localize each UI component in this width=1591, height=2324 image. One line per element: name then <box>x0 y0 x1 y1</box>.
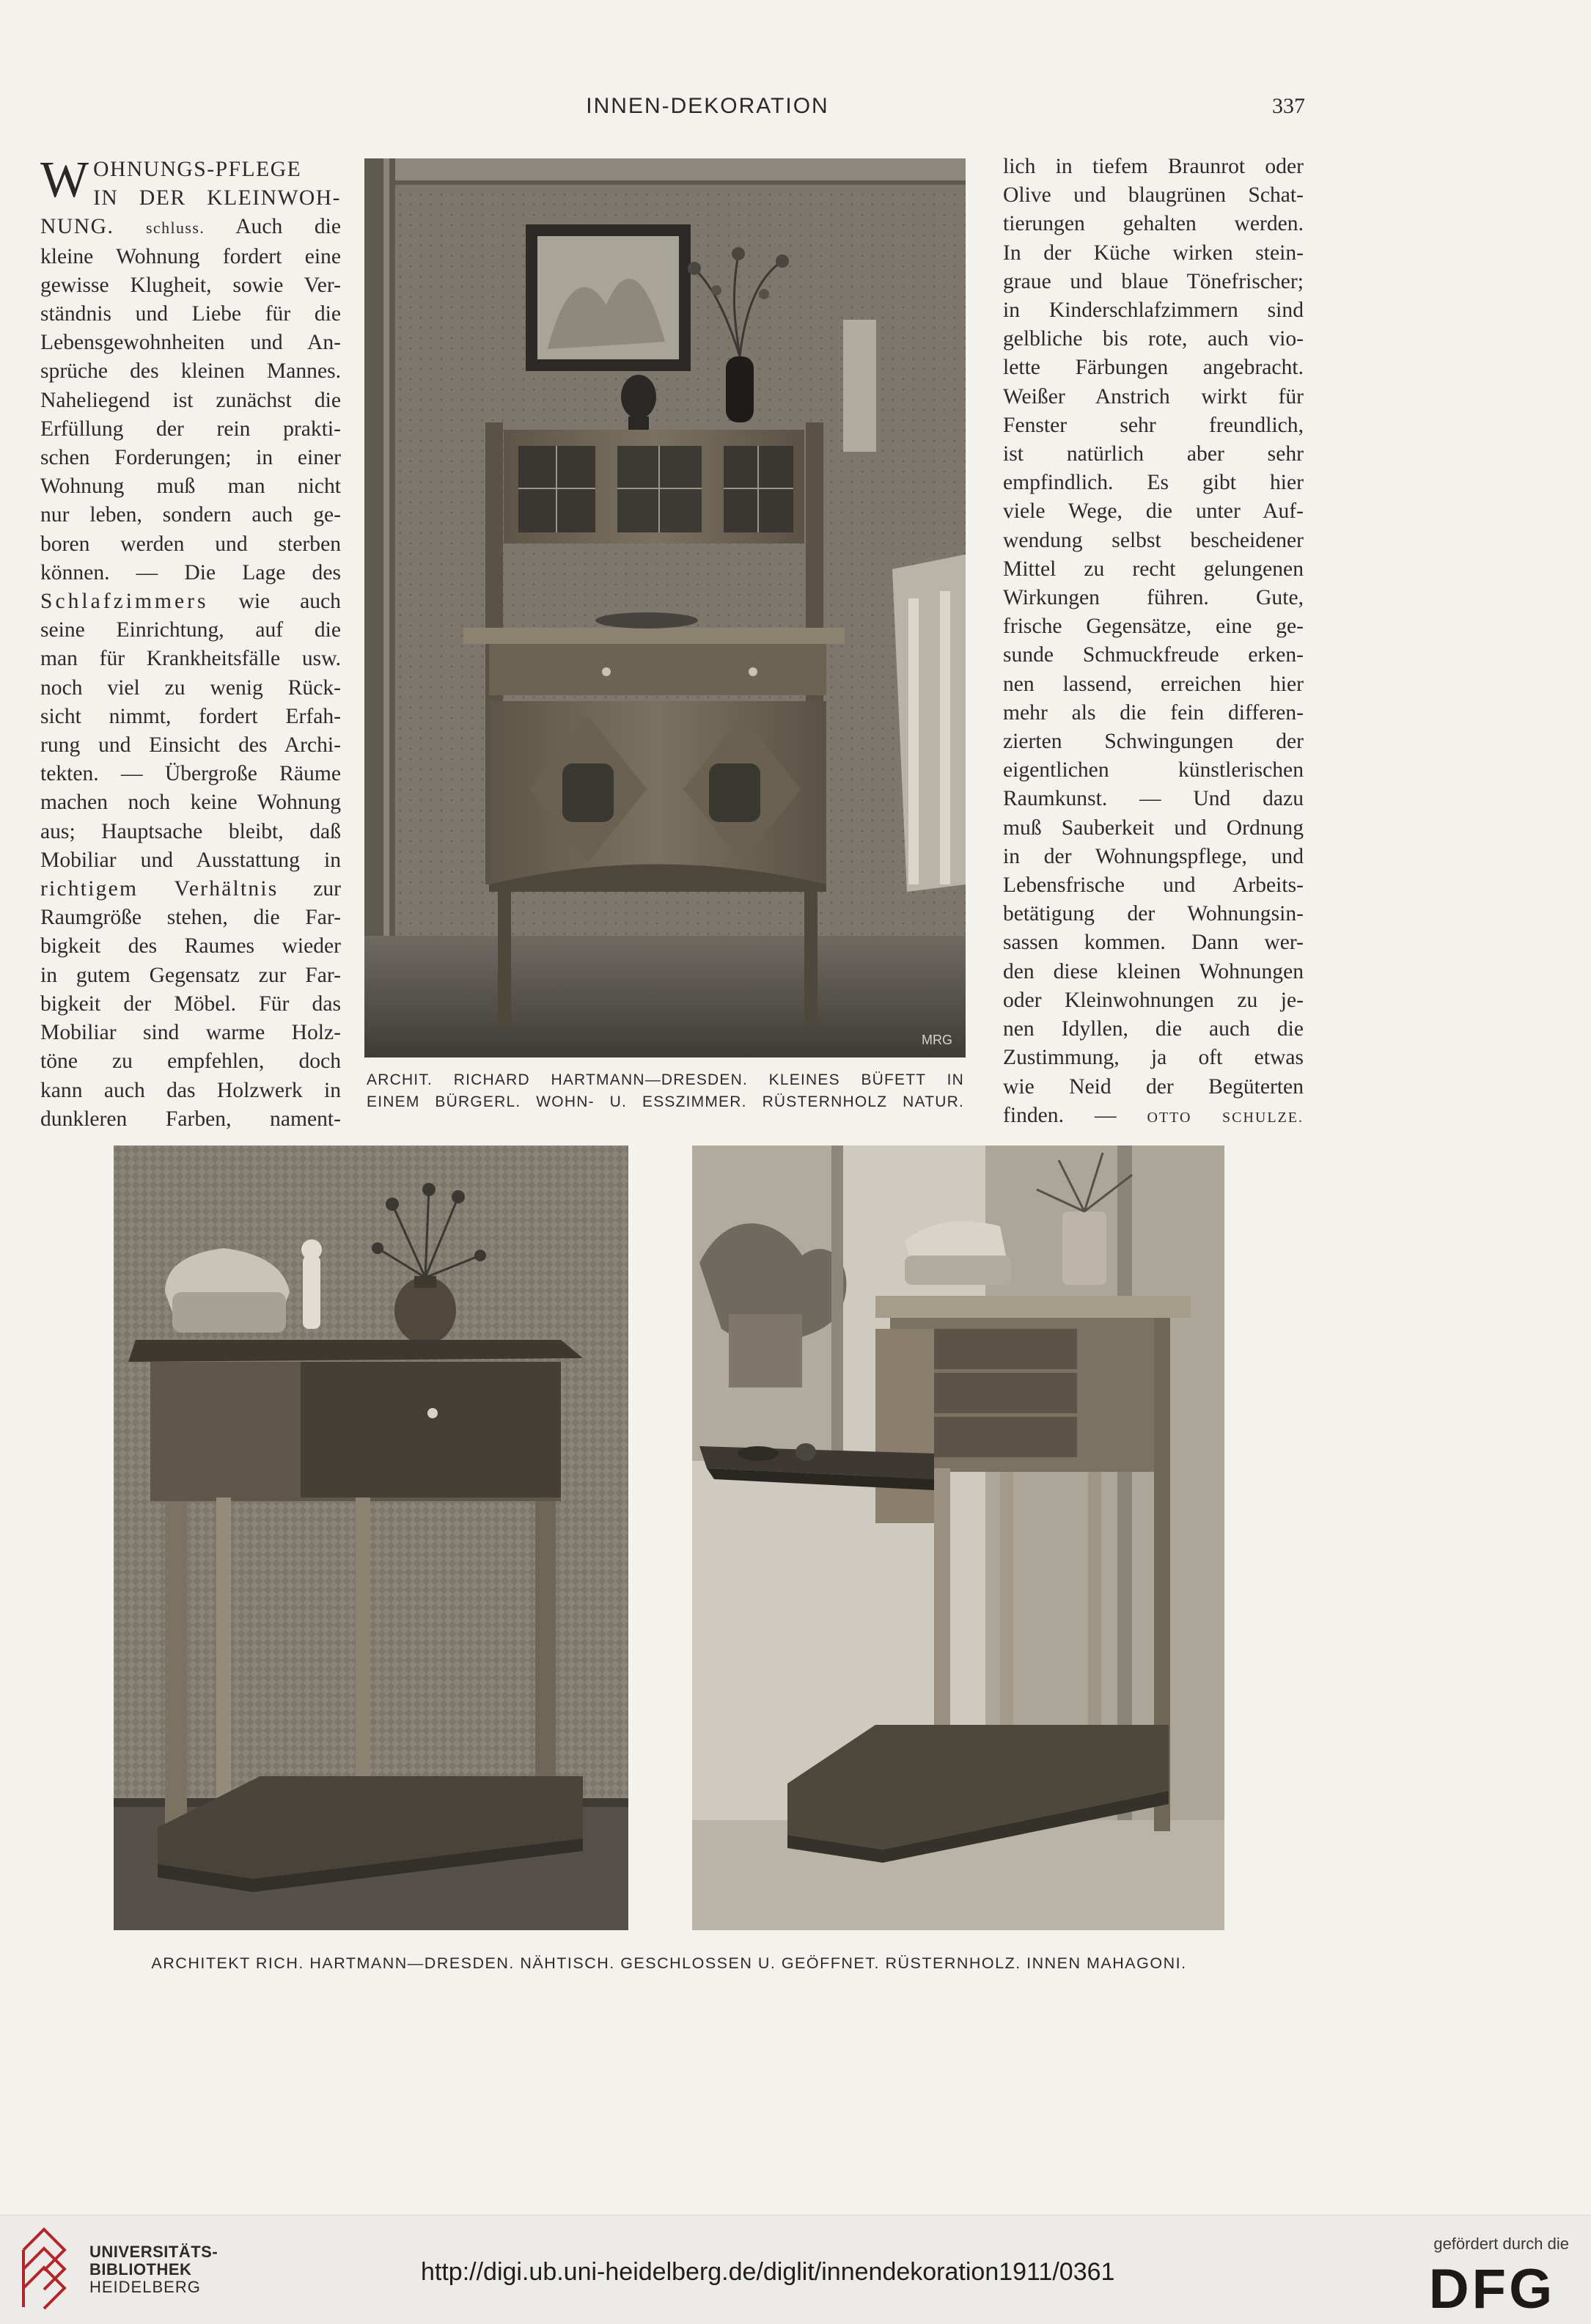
page-number: 337 <box>1272 94 1305 118</box>
text-line: sunde Schmuckfreude erken- <box>1003 643 1304 667</box>
text-line: muß Sauberkeit und Ordnung <box>1003 815 1304 840</box>
text-line: Mobiliar und Ausstattung in <box>40 848 341 872</box>
text-line: kann auch das Holzwerk in <box>40 1078 341 1102</box>
text-line: viele Wege, die unter Auf- <box>1003 499 1304 524</box>
text-line: in Kinderschlafzimmern sind <box>1003 298 1304 323</box>
text-line: Raumkunst. — Und dazu <box>1003 787 1304 811</box>
text-line: sassen kommen. Dann wer- <box>1003 931 1304 955</box>
text-line: Naheliegend ist zunächst die <box>40 388 341 412</box>
text-line: ist natürlich aber sehr <box>1003 442 1304 466</box>
heading-line: OHNUNGS-PFLEGE <box>93 158 302 181</box>
library-logo-icon <box>19 2225 69 2313</box>
text-line: lich in tiefem Braunrot oder <box>1003 155 1304 178</box>
text-line: Weißer Anstrich wirkt für <box>1003 384 1304 408</box>
text-line: Erfüllung der rein prakti- <box>40 417 341 441</box>
text-line <box>1003 1101 1304 1132</box>
spaced-phrase: richtigem Verhältnis <box>40 877 279 901</box>
text-line: oder Kleinwohnungen zu je- <box>1003 988 1304 1012</box>
text-line: Olive und blaugrünen Schat- <box>1003 183 1304 208</box>
dfg-logo-text: DFG <box>1428 2262 1556 2314</box>
text-line: eigentlichen künstlerischen <box>1003 758 1304 782</box>
text-fragment: wie auch <box>238 590 341 614</box>
text-line: in der Wohnungspflege, und <box>1003 844 1304 868</box>
sewing-table-open-illustration <box>692 1145 1224 1930</box>
digitization-footer <box>0 2215 1591 2324</box>
text-line: gelbliche bis rote, auch vio- <box>1003 327 1304 351</box>
text-line: graue und blaue Tönefrischer; <box>1003 269 1304 293</box>
text-line: aus; Hauptsache bleibt, daß <box>40 819 341 843</box>
text-line: rung und Einsicht des Archi- <box>40 733 341 758</box>
text-line: empfindlich. Es gibt hier <box>1003 471 1304 495</box>
text-line: frische Gegensätze, eine ge- <box>1003 615 1304 639</box>
caption-line: EINEM BÜRGERL. WOHN- U. ESSZIMMER. RÜSTERNHOLZ NATUR. <box>367 1093 964 1110</box>
sewing-table-closed-illustration <box>114 1145 628 1930</box>
photo-sewing-table-open <box>692 1145 1224 1930</box>
text-line: sicht nimmt, fordert Erfah- <box>40 704 341 728</box>
text-line: Lebensgewohnheiten und An- <box>40 331 341 355</box>
text-line: tekten. — Übergroße Räume <box>40 762 341 786</box>
library-name <box>89 2243 218 2296</box>
text-line: betätigung der Wohnungsin- <box>1003 902 1304 926</box>
text-fragment: Auch die <box>235 215 341 239</box>
photo-sewing-table-closed <box>114 1145 628 1930</box>
text-line: dunkleren Farben, nament- <box>40 1107 341 1131</box>
spaced-phrase: Schlafzimmers <box>40 590 209 614</box>
sideboard-illustration <box>364 158 966 1057</box>
caption-sewing-table: ARCHITEKT RICH. HARTMANN—DRESDEN. NÄHTISCH. GESCHLOSSEN U. GEÖFFNET. RÜSTERNHOLZ. INNEN MAHAGONI. <box>151 1954 1187 1972</box>
text-line: nur leben, sondern auch ge- <box>40 503 341 527</box>
text-line: können. — Die Lage des <box>40 560 341 584</box>
schluss-label: schluss. <box>145 219 205 238</box>
text-line: bigkeit des Raumes wieder <box>40 934 341 958</box>
text-line: zierten Schwingungen der <box>1003 730 1304 754</box>
text-line: Fenster sehr freundlich, <box>1003 413 1304 437</box>
text-line: Mittel zu recht gelungenen <box>1003 557 1304 581</box>
text-line: Zustimmung, ja oft etwas <box>1003 1046 1304 1070</box>
text-line <box>40 587 341 616</box>
dfg-logo <box>1415 2262 1569 2314</box>
text-line: töne zu empfehlen, doch <box>40 1049 341 1074</box>
heading-end: NUNG. <box>40 215 114 239</box>
text-line: Raumgröße stehen, die Far- <box>40 906 341 930</box>
library-name-line: BIBLIOTHEK <box>89 2260 192 2279</box>
text-line: wie Neid der Begüterten <box>1003 1074 1304 1099</box>
text-line: mehr als die fein differen- <box>1003 700 1304 725</box>
text-line: Lebensfrische und Arbeits- <box>1003 873 1304 898</box>
text-line: sprüche des kleinen Mannes. <box>40 359 341 384</box>
article-left-column <box>40 152 341 1134</box>
text-line: nen Idyllen, die auch die <box>1003 1017 1304 1041</box>
text-line: in gutem Gegensatz zur Far- <box>40 963 341 987</box>
library-name-line: HEIDELBERG <box>89 2278 201 2296</box>
text-line: nen lassend, erreichen hier <box>1003 672 1304 696</box>
text-line: wendung selbst bescheidener <box>1003 528 1304 552</box>
heading-line: IN DER KLEINWOH- <box>93 186 341 210</box>
heading-end-line <box>40 213 341 242</box>
text-fragment: finden. — <box>1003 1103 1117 1127</box>
text-line: ständnis und Liebe für die <box>40 302 341 326</box>
dropcap: W <box>40 152 89 208</box>
text-line: Wohnung muß man nicht <box>40 474 341 499</box>
article-right-column <box>1003 153 1304 1132</box>
text-line: machen noch keine Wohnung <box>40 791 341 815</box>
text-line: den diese kleinen Wohnungen <box>1003 959 1304 983</box>
text-line: Mobiliar sind warme Holz- <box>40 1021 341 1045</box>
text-line: In der Küche wirken stein- <box>1003 241 1304 265</box>
text-line <box>40 875 341 903</box>
funded-by-label: gefördert durch die <box>1433 2235 1569 2253</box>
text-line: noch viel zu wenig Rück- <box>40 675 341 700</box>
running-header <box>110 94 1305 123</box>
text-line: gewisse Klugheit, sowie Ver- <box>40 273 341 297</box>
text-line: bigkeit der Möbel. Für das <box>40 991 341 1016</box>
text-line: seine Einrichtung, auf die <box>40 618 341 642</box>
text-line: Wirkungen führen. Gute, <box>1003 586 1304 610</box>
text-line: schen Forderungen; in einer <box>40 446 341 470</box>
caption-sideboard <box>367 1069 964 1113</box>
running-title: INNEN-DEKORATION <box>586 94 829 118</box>
caption-line: ARCHIT. RICHARD HARTMANN—DRESDEN. KLEINES BÜFETT IN <box>367 1071 964 1088</box>
text-line: boren werden und sterben <box>40 532 341 556</box>
text-line: lette Färbungen angebracht. <box>1003 356 1304 380</box>
text-line: man für Krankheitsfälle usw. <box>40 647 341 671</box>
author-signature: OTTO SCHULZE. <box>1147 1109 1304 1126</box>
funding-notice <box>1415 2235 1569 2314</box>
text-line: tierungen gehalten werden. <box>1003 212 1304 236</box>
text-line: kleine Wohnung fordert eine <box>40 244 341 268</box>
photo-monogram: MRG <box>922 1033 952 1047</box>
photo-sideboard <box>364 158 966 1057</box>
source-url-link[interactable]: http://digi.ub.uni-heidelberg.de/diglit/innendekoration1911/0361 <box>421 2258 1115 2286</box>
text-fragment: zur <box>313 877 341 901</box>
library-name-line: UNIVERSITÄTS- <box>89 2243 218 2261</box>
